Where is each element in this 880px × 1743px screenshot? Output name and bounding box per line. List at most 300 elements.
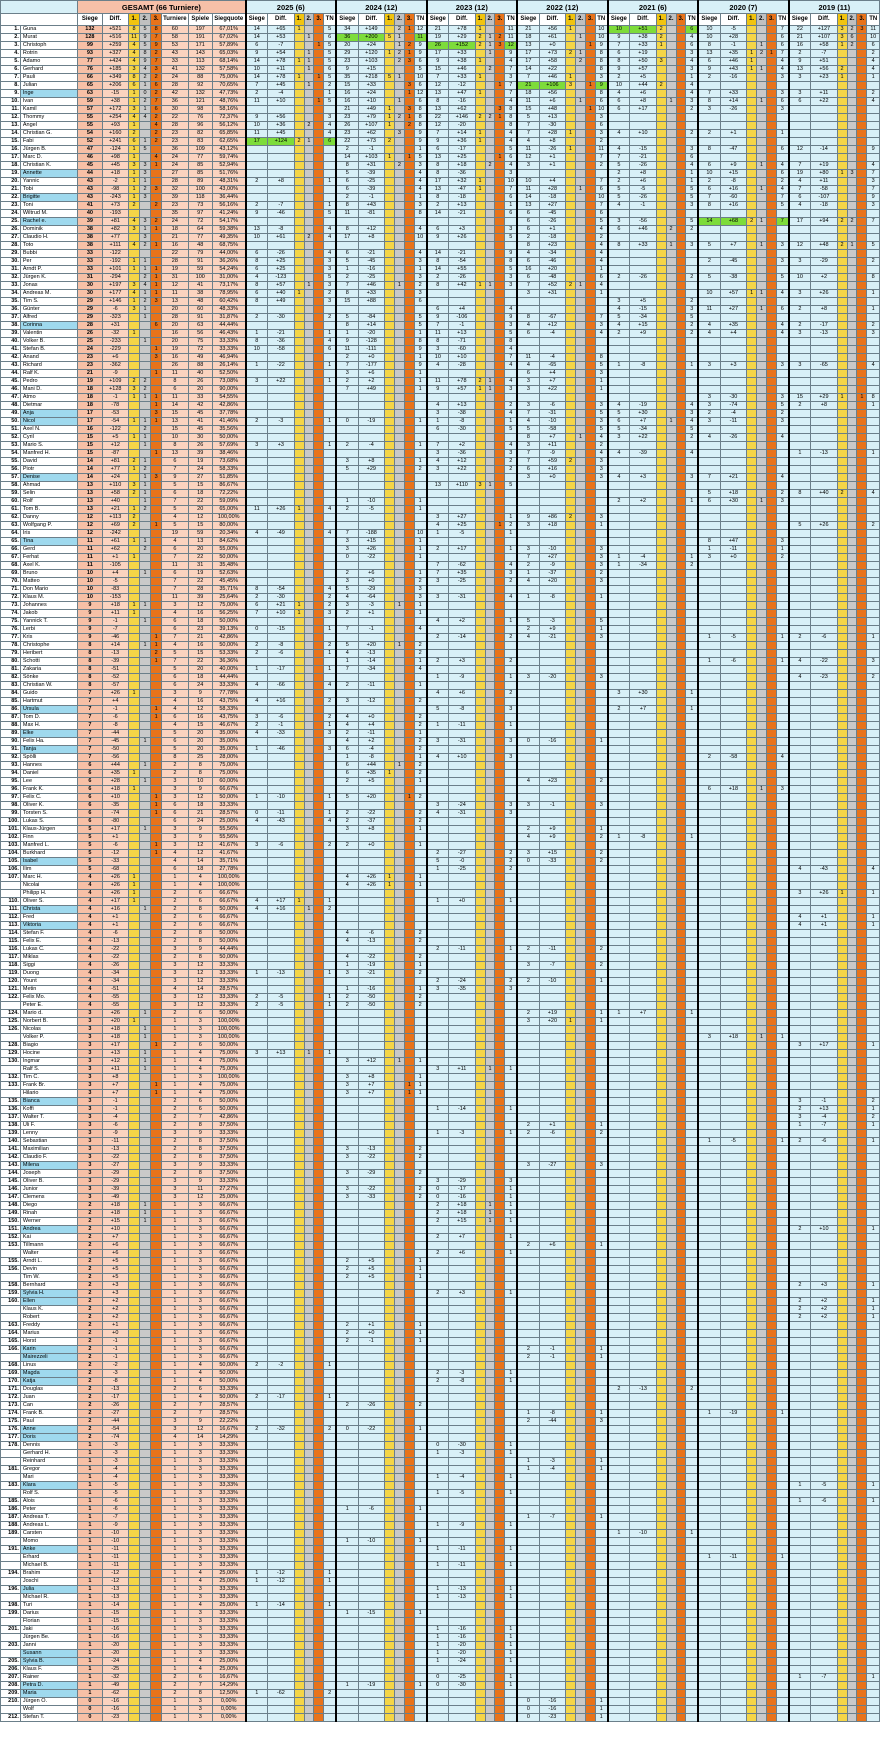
year-cell xyxy=(475,562,485,570)
year-cell xyxy=(720,610,746,618)
year-cell xyxy=(394,298,404,306)
gesamt-cell: 41 xyxy=(188,418,212,426)
year-cell: 2 xyxy=(776,410,788,418)
year-cell xyxy=(766,514,776,522)
year-cell xyxy=(811,386,837,394)
year-cell xyxy=(566,426,576,434)
gesamt-cell: 48,76% xyxy=(212,98,245,106)
year-cell xyxy=(314,154,324,162)
year-cell: 7 xyxy=(505,186,517,194)
year-cell xyxy=(720,738,746,746)
year-cell xyxy=(485,330,495,338)
year-cell: 8 xyxy=(505,122,517,130)
year-cell: 1 xyxy=(404,90,414,98)
year-cell: 9 xyxy=(698,66,720,74)
player-name: Annette xyxy=(20,170,77,178)
gesamt-cell: 28 xyxy=(188,586,212,594)
year-cell xyxy=(766,642,776,650)
year-cell: -33 xyxy=(268,730,294,738)
year-cell xyxy=(485,314,495,322)
year-cell: 5 xyxy=(414,322,426,330)
year-cell xyxy=(576,314,586,322)
year-cell: 4 xyxy=(517,634,539,642)
year-cell: +38 xyxy=(630,34,656,42)
year-cell: -4 xyxy=(358,746,384,754)
year-cell xyxy=(576,450,586,458)
year-cell: 1 xyxy=(505,202,517,210)
year-cell xyxy=(676,82,686,90)
year-cell: +20 xyxy=(358,642,384,650)
year-cell: -22 xyxy=(268,362,294,370)
year-cell xyxy=(837,50,847,58)
year-cell xyxy=(404,530,414,538)
year-cell xyxy=(789,122,811,130)
year-cell xyxy=(867,250,880,258)
year-cell xyxy=(304,522,314,530)
year-cell xyxy=(776,610,788,618)
year-cell xyxy=(857,450,867,458)
gesamt-cell: -6 xyxy=(102,714,128,722)
year-cell: -4 xyxy=(539,354,565,362)
year-cell: 20 xyxy=(336,42,358,50)
gesamt-cell: 6 xyxy=(162,386,188,394)
year-cell xyxy=(585,170,595,178)
year-cell xyxy=(698,122,720,130)
year-cell: 9 xyxy=(246,50,268,58)
year-cell: +13 xyxy=(539,114,565,122)
year-cell xyxy=(566,482,576,490)
year-cell: 0 xyxy=(246,626,268,634)
year-cell xyxy=(747,146,757,154)
year-cell xyxy=(857,402,867,410)
year-cell xyxy=(404,250,414,258)
year-cell xyxy=(246,306,268,314)
year-cell: 7 xyxy=(336,530,358,538)
player-name: Arndt P. xyxy=(20,266,77,274)
year-cell: 7 xyxy=(427,570,449,578)
year-cell xyxy=(789,530,811,538)
year-cell xyxy=(566,90,576,98)
year-cell xyxy=(656,530,666,538)
gesamt-cell: 2 xyxy=(140,298,151,306)
year-cell xyxy=(576,402,586,410)
year-cell: -26 xyxy=(630,274,656,282)
year-cell xyxy=(747,26,757,34)
column-header: TN xyxy=(776,14,788,26)
year-cell xyxy=(304,98,314,106)
gesamt-cell xyxy=(129,650,140,658)
year-cell xyxy=(698,578,720,586)
year-cell xyxy=(698,250,720,258)
year-cell xyxy=(394,106,404,114)
year-cell xyxy=(747,202,757,210)
year-cell xyxy=(766,410,776,418)
gesamt-cell xyxy=(151,258,162,266)
year-cell xyxy=(576,138,586,146)
year-cell xyxy=(789,626,811,634)
year-cell xyxy=(294,178,304,186)
year-cell: 3 xyxy=(505,322,517,330)
gesamt-cell: 5 xyxy=(140,26,151,34)
year-cell: 2 xyxy=(336,506,358,514)
year-cell xyxy=(414,450,426,458)
year-cell xyxy=(566,546,576,554)
year-cell: 6 xyxy=(608,50,630,58)
year-cell xyxy=(656,698,666,706)
year-cell xyxy=(837,714,847,722)
year-cell xyxy=(776,154,788,162)
year-cell: -13 xyxy=(358,650,384,658)
year-cell xyxy=(811,506,837,514)
year-cell xyxy=(757,378,767,386)
year-cell xyxy=(766,82,776,90)
player-name: Gerd xyxy=(20,546,77,554)
year-cell xyxy=(385,514,395,522)
gesamt-cell: 33 xyxy=(188,394,212,402)
year-cell: -18 xyxy=(449,194,475,202)
year-cell: 2 xyxy=(698,258,720,266)
year-cell: 4 xyxy=(246,274,268,282)
year-cell xyxy=(747,442,757,450)
group-title: GESAMT (66 Turniere) xyxy=(78,1,246,14)
year-cell: 1 xyxy=(394,42,404,50)
year-cell: 1 xyxy=(505,546,517,554)
year-cell: 2 xyxy=(686,130,698,138)
year-cell xyxy=(404,690,414,698)
year-cell xyxy=(698,562,720,570)
table-row xyxy=(1,218,880,226)
year-cell: 7 xyxy=(867,170,880,178)
rank-cell: 3. xyxy=(1,42,21,50)
year-cell xyxy=(576,546,586,554)
year-cell xyxy=(630,466,656,474)
year-cell: 1 xyxy=(314,42,324,50)
gesamt-cell xyxy=(151,482,162,490)
year-cell xyxy=(294,242,304,250)
year-cell xyxy=(404,258,414,266)
year-cell: +31 xyxy=(539,290,565,298)
year-cell xyxy=(867,538,880,546)
year-cell xyxy=(404,546,414,554)
year-cell xyxy=(404,466,414,474)
year-cell xyxy=(656,746,666,754)
player-name: Sönke xyxy=(20,674,77,682)
year-cell xyxy=(576,210,586,218)
year-cell xyxy=(630,674,656,682)
year-cell xyxy=(720,746,746,754)
year-cell: +6 xyxy=(630,178,656,186)
gesamt-cell: -57 xyxy=(102,682,128,690)
rank-cell: 17. xyxy=(1,154,21,162)
year-cell: -16 xyxy=(449,98,475,106)
year-cell xyxy=(268,370,294,378)
year-cell xyxy=(404,354,414,362)
year-cell xyxy=(314,538,324,546)
year-cell xyxy=(566,234,576,242)
year-cell: -34 xyxy=(539,250,565,258)
year-cell: +27 xyxy=(449,514,475,522)
year-cell: 6 xyxy=(336,178,358,186)
year-cell xyxy=(336,402,358,410)
year-cell: 4 xyxy=(698,330,720,338)
year-cell: -1 xyxy=(358,626,384,634)
year-cell xyxy=(789,338,811,346)
player-name: Hartmut xyxy=(20,698,77,706)
year-cell: 3 xyxy=(324,282,336,290)
year-cell: 5 xyxy=(698,274,720,282)
gesamt-cell: 40,00% xyxy=(212,666,245,674)
year-cell xyxy=(566,122,576,130)
gesamt-cell xyxy=(140,634,151,642)
year-cell xyxy=(837,658,847,666)
year-cell xyxy=(294,714,304,722)
year-cell xyxy=(485,674,495,682)
player-name: Wiltrud M. xyxy=(20,210,77,218)
year-cell: 2 xyxy=(414,738,426,746)
year-cell xyxy=(747,106,757,114)
year-cell xyxy=(385,442,395,450)
year-cell xyxy=(757,74,767,82)
year-cell xyxy=(576,522,586,530)
year-cell xyxy=(766,522,776,530)
gesamt-cell: 7 xyxy=(78,690,102,698)
year-cell xyxy=(404,698,414,706)
year-cell: 8 xyxy=(336,322,358,330)
year-cell xyxy=(294,442,304,450)
year-cell xyxy=(747,698,757,706)
year-cell xyxy=(495,266,505,274)
year-cell: 8 xyxy=(336,290,358,298)
year-cell xyxy=(656,154,666,162)
gesamt-cell: 21 xyxy=(162,234,188,242)
year-cell xyxy=(585,698,595,706)
year-cell xyxy=(747,722,757,730)
year-cell: 3 xyxy=(505,570,517,578)
player-name: Per xyxy=(20,258,77,266)
year-cell: 3 xyxy=(776,106,788,114)
gesamt-cell: 14 xyxy=(78,466,102,474)
gesamt-cell: 45,45% xyxy=(212,578,245,586)
year-cell xyxy=(385,730,395,738)
year-cell: +15 xyxy=(630,322,656,330)
gesamt-cell: 39,13% xyxy=(212,626,245,634)
year-cell xyxy=(847,226,857,234)
gesamt-cell: 56,12% xyxy=(212,122,245,130)
year-cell xyxy=(789,762,811,770)
year-cell: 0 xyxy=(336,418,358,426)
year-cell xyxy=(485,570,495,578)
year-cell: 3 xyxy=(505,706,517,714)
year-cell xyxy=(585,746,595,754)
year-cell: -16 xyxy=(720,74,746,82)
year-cell xyxy=(776,426,788,434)
year-cell xyxy=(505,714,517,722)
year-cell: 6 xyxy=(336,746,358,754)
year-cell xyxy=(676,698,686,706)
year-cell xyxy=(404,498,414,506)
gesamt-cell: 93 xyxy=(78,50,102,58)
year-cell xyxy=(576,298,586,306)
year-cell: -29 xyxy=(358,586,384,594)
year-cell: 4 xyxy=(776,434,788,442)
year-cell xyxy=(666,498,676,506)
year-cell: 7 xyxy=(698,194,720,202)
year-cell: 5 xyxy=(336,314,358,322)
player-name: Felix Ha. xyxy=(20,738,77,746)
year-cell xyxy=(495,162,505,170)
year-cell: 5 xyxy=(698,242,720,250)
year-cell xyxy=(776,698,788,706)
year-cell xyxy=(757,266,767,274)
gesamt-cell: 1 xyxy=(140,642,151,650)
table-row xyxy=(1,114,880,122)
year-cell: 5 xyxy=(414,314,426,322)
year-cell xyxy=(576,690,586,698)
year-cell: 4 xyxy=(427,618,449,626)
year-cell xyxy=(385,738,395,746)
year-cell: -3 xyxy=(539,618,565,626)
year-cell xyxy=(576,642,586,650)
year-cell xyxy=(314,458,324,466)
year-cell: 7 xyxy=(427,130,449,138)
player-name: Atmo xyxy=(20,394,77,402)
rank-cell: 69. xyxy=(1,570,21,578)
year-cell xyxy=(394,354,404,362)
year-cell xyxy=(776,282,788,290)
year-cell xyxy=(676,618,686,626)
year-cell: 15 xyxy=(336,298,358,306)
year-cell xyxy=(404,482,414,490)
player-name: Ralf K. xyxy=(20,370,77,378)
gesamt-cell: 20,34% xyxy=(212,530,245,538)
year-cell xyxy=(294,674,304,682)
year-cell xyxy=(766,146,776,154)
gesamt-cell xyxy=(129,274,140,282)
player-name: Klaus M. xyxy=(20,594,77,602)
year-cell xyxy=(676,418,686,426)
gesamt-cell: 60,42% xyxy=(212,298,245,306)
year-cell xyxy=(811,746,837,754)
year-cell: +57 xyxy=(268,282,294,290)
year-cell: +45 xyxy=(268,82,294,90)
year-cell xyxy=(314,66,324,74)
year-cell xyxy=(698,738,720,746)
gesamt-cell: 18 xyxy=(78,394,102,402)
year-cell xyxy=(517,642,539,650)
gesamt-cell: 2 xyxy=(140,506,151,514)
year-cell xyxy=(676,202,686,210)
year-cell xyxy=(757,314,767,322)
year-cell xyxy=(585,154,595,162)
year-cell xyxy=(385,250,395,258)
year-cell xyxy=(656,274,666,282)
year-cell xyxy=(585,418,595,426)
year-cell xyxy=(304,714,314,722)
player-name: Zakaria xyxy=(20,666,77,674)
year-cell xyxy=(485,530,495,538)
year-cell xyxy=(246,706,268,714)
year-cell: 7 xyxy=(517,122,539,130)
year-cell xyxy=(789,458,811,466)
gesamt-cell: 3 xyxy=(151,354,162,362)
year-cell: 2 xyxy=(414,722,426,730)
year-cell xyxy=(747,322,757,330)
year-cell xyxy=(566,746,576,754)
gesamt-cell: 1 xyxy=(140,266,151,274)
year-cell xyxy=(414,490,426,498)
year-cell xyxy=(757,466,767,474)
year-cell xyxy=(505,586,517,594)
year-cell xyxy=(747,98,757,106)
year-cell: +2 xyxy=(449,618,475,626)
gesamt-cell xyxy=(129,674,140,682)
year-cell: 6 xyxy=(595,122,607,130)
gesamt-cell: 2 xyxy=(129,522,140,530)
year-cell: 2 xyxy=(294,138,304,146)
year-cell: +47 xyxy=(449,90,475,98)
year-cell: -21 xyxy=(268,330,294,338)
year-cell xyxy=(566,666,576,674)
year-cell xyxy=(268,554,294,562)
year-cell xyxy=(837,554,847,562)
gesamt-cell: 3 xyxy=(129,226,140,234)
year-cell xyxy=(576,514,586,522)
year-cell xyxy=(539,666,565,674)
year-cell xyxy=(314,594,324,602)
gesamt-cell: 9 xyxy=(78,626,102,634)
year-cell: 3 xyxy=(427,410,449,418)
year-cell: 10 xyxy=(595,34,607,42)
year-cell: +65 xyxy=(268,26,294,34)
year-cell xyxy=(576,594,586,602)
year-cell: 5 xyxy=(336,170,358,178)
year-cell xyxy=(246,674,268,682)
year-cell xyxy=(495,410,505,418)
year-cell xyxy=(576,202,586,210)
year-cell xyxy=(698,82,720,90)
gesamt-cell: 30 xyxy=(162,106,188,114)
gesamt-cell xyxy=(151,562,162,570)
year-cell xyxy=(304,474,314,482)
gesamt-cell: 25 xyxy=(188,754,212,762)
year-cell xyxy=(789,682,811,690)
year-cell xyxy=(539,754,565,762)
year-cell: 1 xyxy=(867,402,880,410)
year-cell xyxy=(485,522,495,530)
year-cell xyxy=(566,394,576,402)
year-cell xyxy=(747,658,757,666)
year-cell xyxy=(385,722,395,730)
year-cell xyxy=(268,450,294,458)
gesamt-cell: 14 xyxy=(162,402,188,410)
year-cell: 1 xyxy=(314,74,324,82)
year-cell xyxy=(776,746,788,754)
year-cell xyxy=(656,354,666,362)
gesamt-cell: 23 xyxy=(162,202,188,210)
year-cell: 3 xyxy=(595,554,607,562)
year-cell: 19 xyxy=(789,170,811,178)
year-cell: 3 xyxy=(595,322,607,330)
gesamt-cell: 23 xyxy=(162,138,188,146)
gesamt-cell: 46,67% xyxy=(212,722,245,730)
year-cell xyxy=(686,634,698,642)
year-cell xyxy=(676,370,686,378)
year-cell xyxy=(766,570,776,578)
year-cell xyxy=(336,562,358,570)
year-cell: 4 xyxy=(517,418,539,426)
year-cell xyxy=(766,578,776,586)
year-cell: -9 xyxy=(539,562,565,570)
